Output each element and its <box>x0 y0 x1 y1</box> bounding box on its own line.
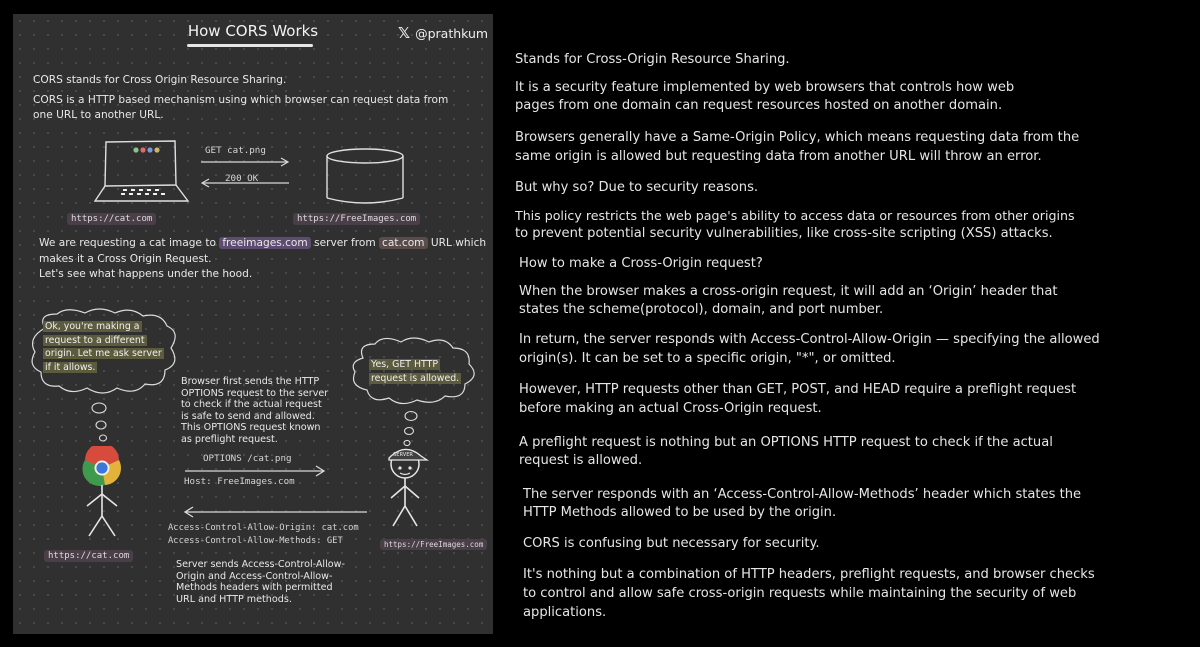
get-request-label: GET cat.png <box>205 145 266 156</box>
cross-origin-line-1: We are requesting a cat image to freeimages.com server from cat.com URL which <box>39 237 487 249</box>
browser-thought-text: Ok, you're making a request to a different origin. Let me ask server if it allows. <box>45 321 162 373</box>
text-line: HTTP Methods allowed to be used by the origin. <box>523 505 837 520</box>
laptop-icon <box>93 139 193 209</box>
browser-stick-figure <box>65 446 145 546</box>
text-line: Browsers generally have a Same-Origin Policy, which means requesting data from the <box>515 130 1080 145</box>
intro-line-3: one URL to another URL. <box>33 109 164 121</box>
handle-text: @prathkum <box>415 25 489 41</box>
request-arrow <box>199 157 293 167</box>
ok-response-label: 200 OK <box>225 173 259 184</box>
server-thought-text: Yes, GET HTTP request is allowed. <box>371 359 460 384</box>
x-logo-icon: 𝕏 <box>398 24 411 42</box>
text-line: before making an actual Cross-Origin request. <box>519 401 822 416</box>
cors-infographic <box>13 14 493 634</box>
text-line: When the browser makes a cross-origin request, it will add an ‘Origin’ header that <box>519 284 1058 299</box>
cross-origin-line-3: Let's see what happens under the hood. <box>39 268 253 280</box>
server-thought-cloud <box>347 336 487 456</box>
intro-line-2: CORS is a HTTP based mechanism using which browser can request data from <box>33 94 449 106</box>
text-line: request is allowed. <box>519 453 643 468</box>
text-line: It is a security feature implemented by web browsers that controls how web <box>515 80 1015 95</box>
server-cap-label: SERVER <box>393 452 413 458</box>
browser-url-tag: https://cat.com <box>44 550 133 562</box>
text-line: applications. <box>523 605 607 620</box>
text-line: states the scheme(protocol), domain, and port number. <box>519 302 884 317</box>
text-line: A preflight request is nothing but an OPTIONS HTTP request to check if the actual <box>519 435 1053 450</box>
text-line: same origin is allowed but requesting data from another URL will throw an error. <box>515 149 1042 164</box>
text-line: But why so? Due to security reasons. <box>515 180 759 195</box>
title-underline <box>187 44 313 47</box>
host-header-label: Host: FreeImages.com <box>184 476 295 487</box>
text-line: pages from one domain can request resources hosted on another domain. <box>515 98 1003 113</box>
intro-line-1: CORS stands for Cross Origin Resource Sharing. <box>33 74 287 86</box>
cross-origin-line-2: makes it a Cross Origin Request. <box>39 253 212 265</box>
infographic-title: How CORS Works <box>187 22 319 40</box>
response-headers-arrow <box>181 506 371 518</box>
allow-methods-header: Access-Control-Allow-Methods: GET <box>168 536 343 546</box>
author-handle <box>398 24 488 42</box>
text-line: CORS is confusing but necessary for security. <box>523 536 820 551</box>
text-line: Stands for Cross-Origin Resource Sharing. <box>515 52 790 67</box>
text-line: It's nothing but a combination of HTTP headers, preflight requests, and browser checks <box>523 567 1095 582</box>
allow-origin-header: Access-Control-Allow-Origin: cat.com <box>168 523 359 533</box>
text-line: to prevent potential security vulnerabilities, like cross-site scripting (XSS) attacks. <box>515 226 1053 241</box>
response-note: Server sends Access-Control-Allow- Origin and Access-Control-Allow- Methods headers with permitted URL and HTTP methods. <box>176 559 345 605</box>
text-line: This policy restricts the web page's ability to access data or resources from other origins <box>515 208 1075 223</box>
text-line: to control and allow safe cross-origin requests while maintaining the security of web <box>523 586 1077 601</box>
server-url-tag-2: https://FreeImages.com <box>380 539 487 550</box>
client-url-tag: https://cat.com <box>67 213 156 225</box>
catcom-highlight: cat.com <box>379 237 427 249</box>
freeimages-highlight: freeimages.com <box>219 237 310 249</box>
text-line: However, HTTP requests other than GET, POST, and HEAD require a preflight request <box>519 382 1077 397</box>
text-line: origin(s). It can be set to a specific origin, "*", or omitted. <box>519 351 896 366</box>
text-line: The server responds with an ‘Access-Control-Allow-Methods’ header which states the <box>523 487 1082 502</box>
preflight-note: Browser first sends the HTTP OPTIONS request to the server to check if the actual request is safe to send and allowed. This OPTIONS request known as preflight request. <box>181 376 329 445</box>
options-request-label: OPTIONS /cat.png <box>203 453 292 464</box>
server-url-tag: https://FreeImages.com <box>293 213 420 225</box>
server-database-icon <box>321 146 411 208</box>
text-line: In return, the server responds with Access-Control-Allow-Origin — specifying the allowed <box>519 332 1100 347</box>
text-line: How to make a Cross-Origin request? <box>519 256 763 271</box>
response-arrow <box>199 178 293 188</box>
